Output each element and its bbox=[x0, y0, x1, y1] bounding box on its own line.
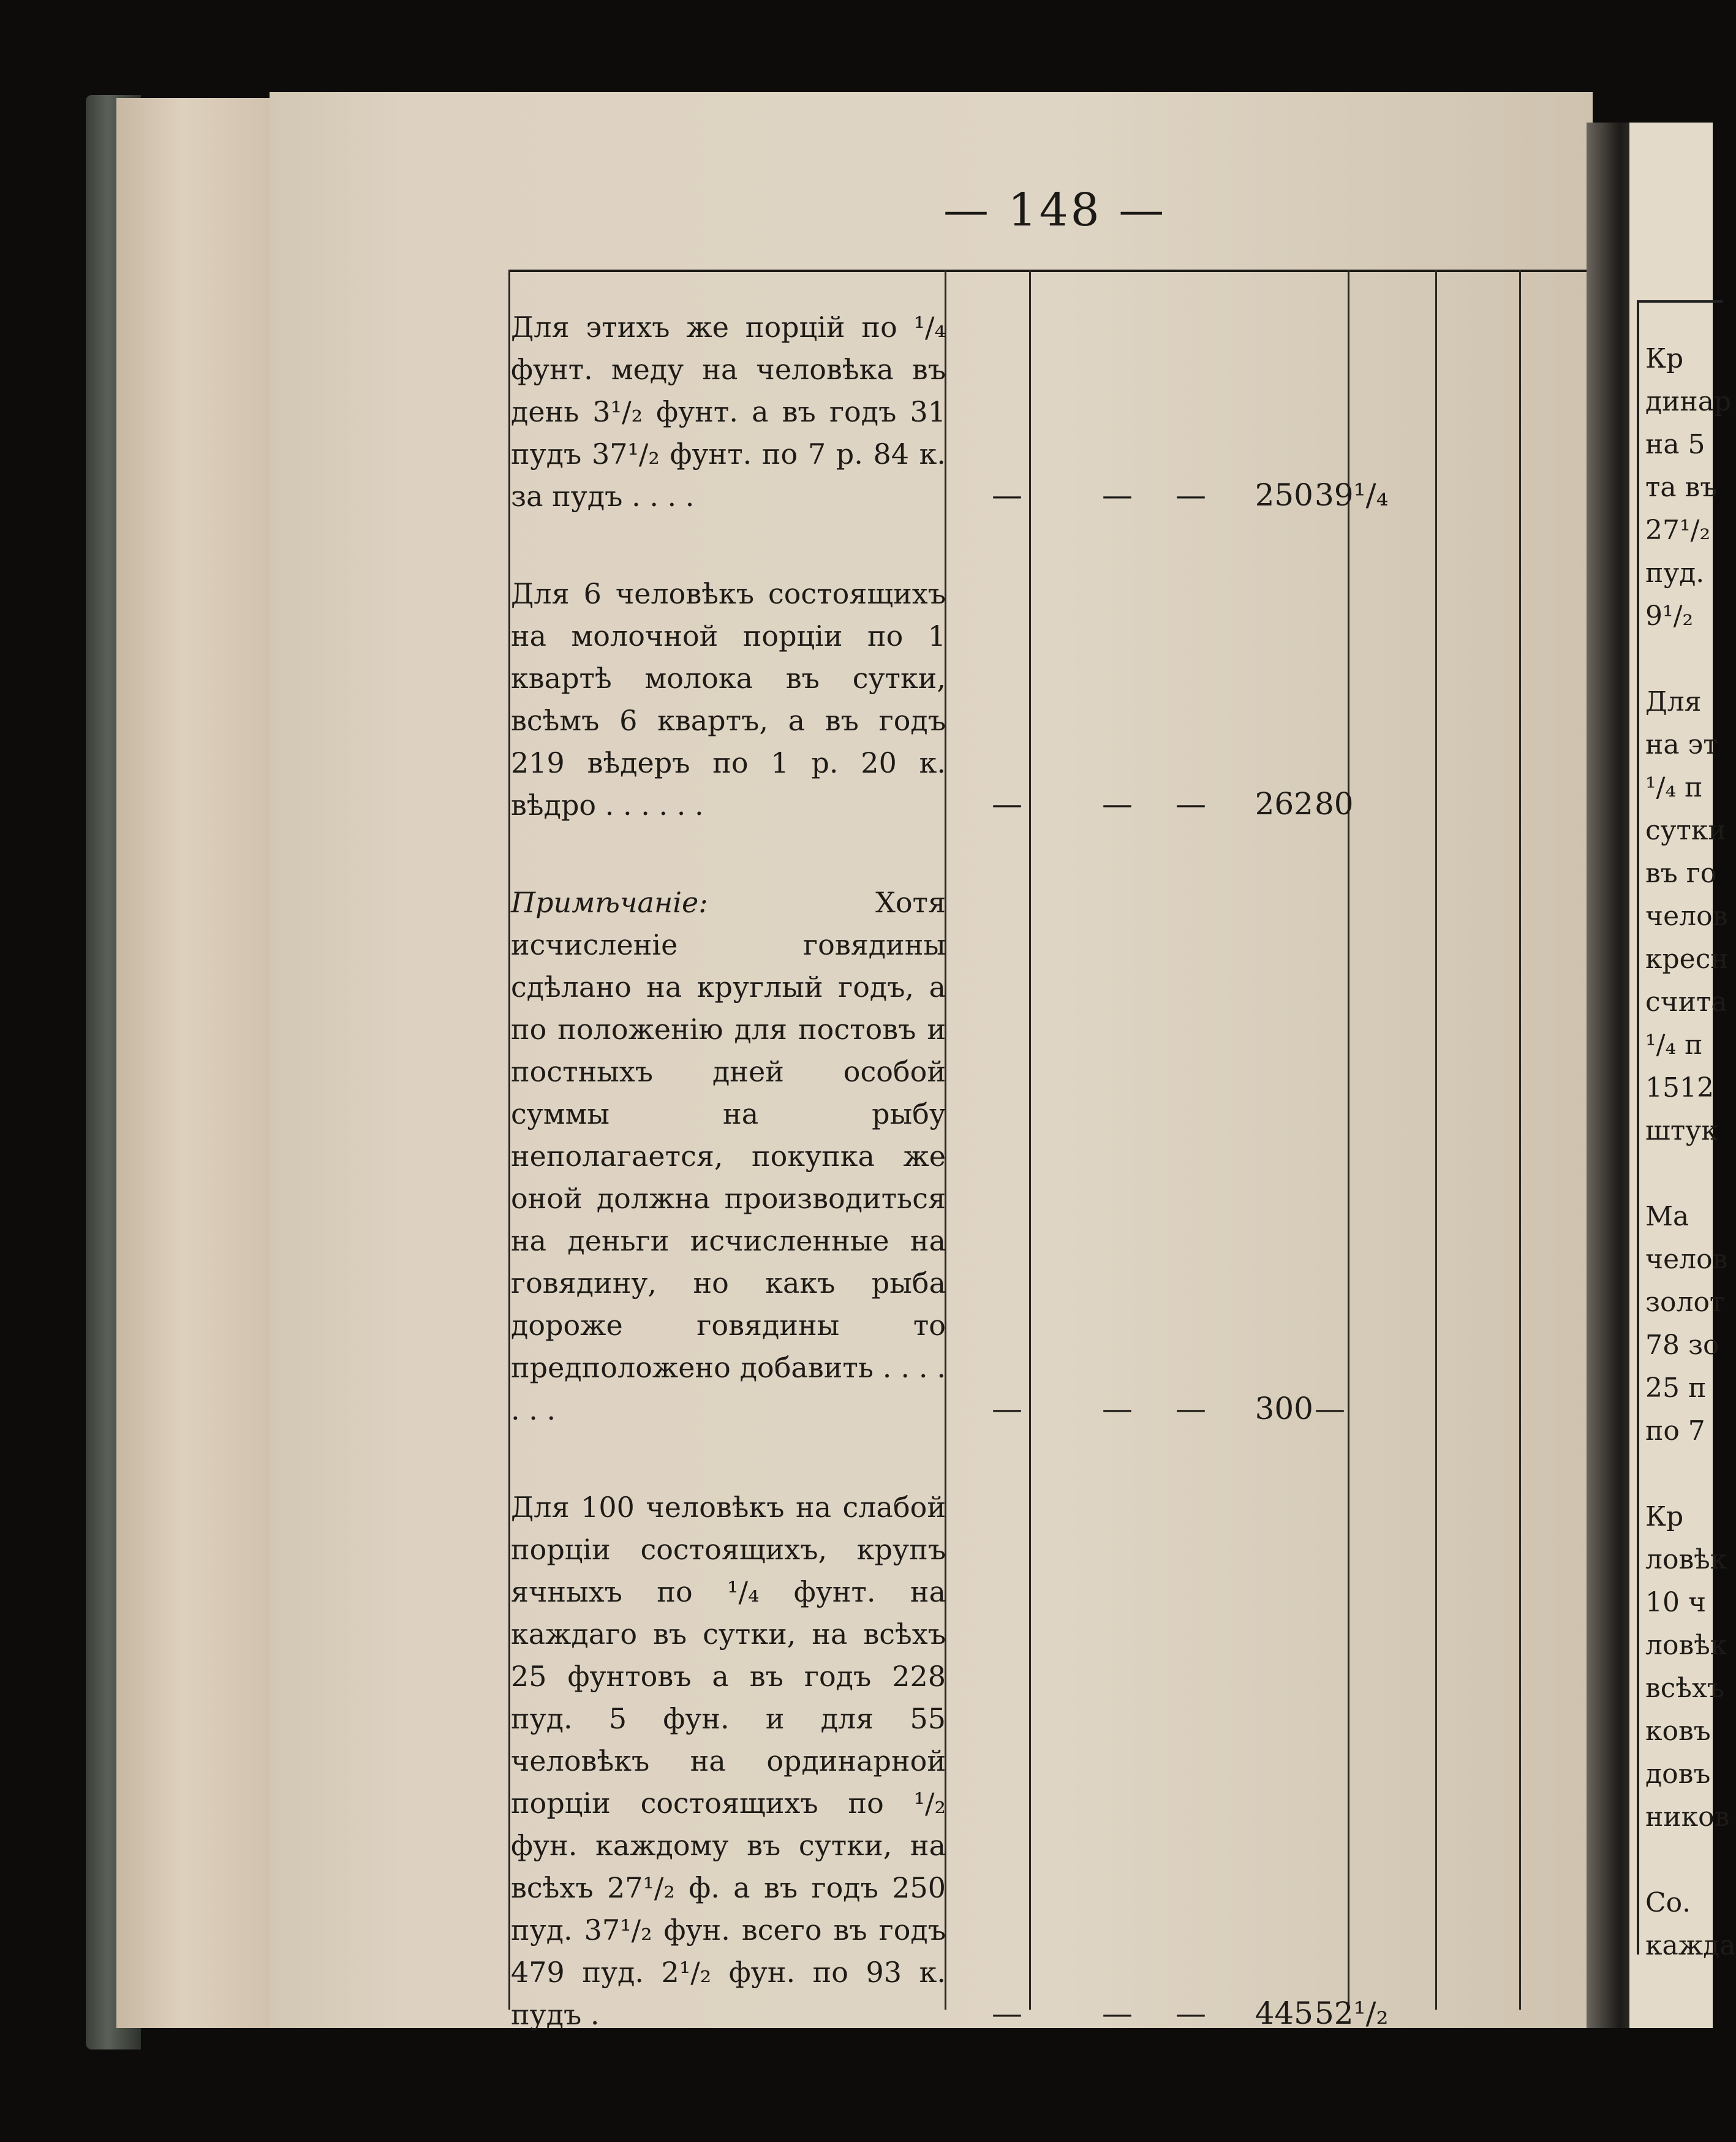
next-page-line: на 5 bbox=[1645, 429, 1705, 460]
next-page-line: Со. bbox=[1645, 1887, 1691, 1918]
row-cell-kopecks: 39¹/₄ bbox=[1315, 477, 1389, 513]
next-page-line: по 7 bbox=[1645, 1415, 1705, 1447]
next-page-line: золот bbox=[1645, 1287, 1725, 1318]
next-page-line: довъ bbox=[1645, 1758, 1711, 1790]
next-page-line: та въ bbox=[1645, 472, 1718, 503]
next-page-line: ников bbox=[1645, 1801, 1730, 1833]
next-page-line: 25 п bbox=[1645, 1372, 1707, 1404]
row-cell-dash: — bbox=[1176, 1391, 1206, 1426]
next-page-left-rule bbox=[1637, 300, 1639, 1955]
next-page-line: пуд. bbox=[1645, 558, 1705, 589]
row-cell-kopecks: 52¹/₂ bbox=[1315, 1996, 1389, 2031]
next-page-line: счита bbox=[1645, 986, 1727, 1018]
next-page-line: 10 ч bbox=[1645, 1587, 1707, 1618]
next-page-top-rule bbox=[1637, 300, 1723, 303]
ledger-rows bbox=[511, 306, 1564, 2091]
row-cell-kopecks: — bbox=[1315, 1391, 1345, 1426]
row-cell-dash: — bbox=[1102, 1996, 1133, 2031]
row-cell-dash: — bbox=[992, 1996, 1022, 2031]
next-page-line: 9¹/₂ bbox=[1645, 600, 1694, 632]
row-cell-rubles: 262 bbox=[1255, 786, 1313, 822]
next-page-line: 27¹/₂ bbox=[1645, 515, 1711, 546]
next-page-line: 1512 bbox=[1645, 1072, 1714, 1103]
next-page-line: всѣхъ bbox=[1645, 1673, 1724, 1704]
ledger-row bbox=[511, 306, 1564, 518]
note-lead: Примѣчаніе: bbox=[511, 886, 708, 919]
next-page-line: Кр bbox=[1645, 343, 1684, 374]
row-cell-dash: — bbox=[1102, 1391, 1133, 1426]
row-cell-rubles: 250 bbox=[1255, 477, 1313, 513]
next-page-line: кресн bbox=[1645, 944, 1729, 975]
ledger-row bbox=[511, 573, 1564, 827]
row-cell-dash: — bbox=[1102, 786, 1133, 822]
row-cell-dash: — bbox=[992, 786, 1022, 822]
row-description: Для 100 человѣкъ на слабой порціи состоящихъ, крупъ ячныхъ по ¹/₄ фунт. на каждаго въ сутки, на всѣхъ 25 фунтовъ а въ годъ 228 пуд. 5 фун. и для 55 человѣкъ на ординарной порціи состоящихъ по ¹/₂ фун. каждому въ сутки, на всѣхъ 27¹/₂ ф. а въ годъ 250 пуд. 37¹/₂ фун. всего въ годъ 479 пуд. 2¹/₂ фун. по 93 к. пудъ . bbox=[511, 1491, 946, 2031]
next-page-line: 78 зо bbox=[1645, 1330, 1719, 1361]
page-number: — 148 — bbox=[943, 184, 1167, 237]
row-description-note bbox=[511, 882, 946, 1431]
row-cell-dash: — bbox=[1176, 1996, 1206, 2031]
row-description: Для этихъ же порцій по ¹/₄ фунт. меду на человѣка въ день 3¹/₂ фунт. а въ годъ 31 пудъ 37¹/₂ фунт. по 7 р. 84 к. за пудъ . . . . bbox=[511, 311, 946, 513]
next-page-line: на эт bbox=[1645, 729, 1718, 760]
row-cell-dash: — bbox=[992, 477, 1022, 513]
note-text: Хотя исчисленіе говядины сдѣлано на круглый годъ, а по положенію для постовъ и постныхъ дней особой суммы на рыбу неполагается, покупка же оной должна производиться на деньги исчисленные на говядину, но какъ рыба дороже говядины то предположено добавить . . . . . . . bbox=[511, 886, 946, 1426]
row-cell-dash: — bbox=[1176, 786, 1206, 822]
row-cell-rubles: 445 bbox=[1255, 1996, 1313, 2031]
row-cell-rubles: 300 bbox=[1255, 1391, 1313, 1426]
next-page-line: сутки bbox=[1645, 815, 1726, 846]
ledger-row bbox=[511, 1486, 1564, 2036]
row-cell-dash: — bbox=[992, 1391, 1022, 1426]
next-page-line: кажда bbox=[1645, 1930, 1736, 1961]
row-cell-dash: — bbox=[1176, 477, 1206, 513]
next-page-line: челов bbox=[1645, 901, 1728, 932]
next-page-line: ¹/₄ п bbox=[1645, 1029, 1703, 1061]
table-top-rule bbox=[508, 270, 1587, 272]
next-page-line: Для bbox=[1645, 686, 1702, 717]
next-page-line: челов bbox=[1645, 1244, 1728, 1275]
ledger-row bbox=[511, 882, 1564, 1431]
next-page bbox=[1629, 123, 1736, 2028]
next-page-line: Кр bbox=[1645, 1501, 1684, 1532]
row-cell-dash: — bbox=[1102, 477, 1133, 513]
next-page-line: ковъ bbox=[1645, 1716, 1711, 1747]
row-description: Для 6 человѣкъ состоящихъ на молочной порціи по 1 квартѣ молока въ сутки, всѣмъ 6 квартъ, а въ годъ 219 вѣдеръ по 1 р. 20 к. вѣдро . . . . . . bbox=[511, 577, 946, 822]
row-cell-kopecks: 80 bbox=[1315, 786, 1354, 822]
next-page-line: ловѣк bbox=[1645, 1630, 1727, 1661]
page-edges bbox=[116, 98, 282, 2028]
next-page-line: Ма bbox=[1645, 1201, 1689, 1232]
column-rule bbox=[508, 270, 510, 2010]
next-page-line: ¹/₄ п bbox=[1645, 772, 1703, 803]
next-page-line: ловѣк bbox=[1645, 1544, 1727, 1575]
next-page-line: въ го bbox=[1645, 858, 1717, 889]
next-page-line: динар bbox=[1645, 386, 1732, 417]
next-page-line: штук bbox=[1645, 1115, 1718, 1146]
